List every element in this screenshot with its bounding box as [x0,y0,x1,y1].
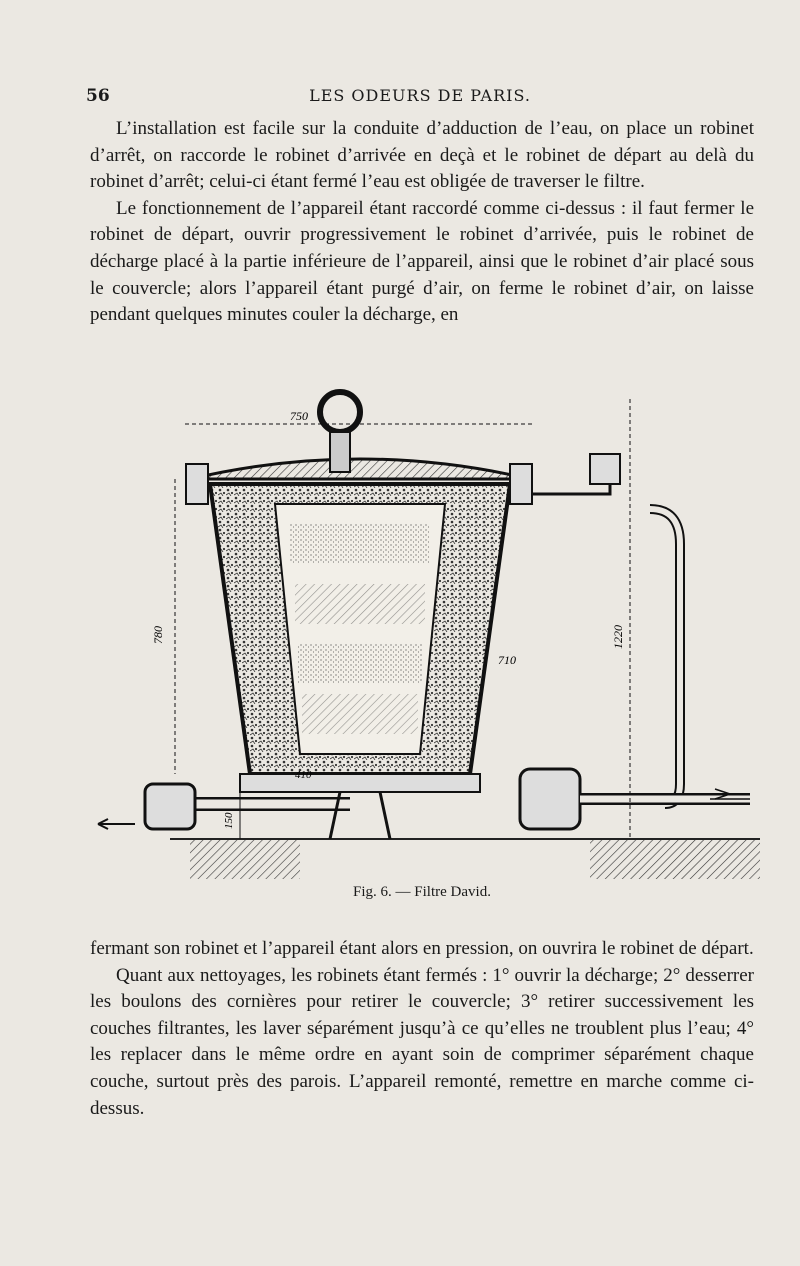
page-header [86,86,754,110]
dimension-base: 150 [223,812,235,829]
dimension-bottom: 410 [295,769,312,781]
body-text-bottom [90,936,754,1122]
body-text-top [90,116,754,329]
dimension-top: 750 [290,409,308,423]
dimension-left: 780 [151,626,165,644]
paragraph-fonctionnement: Le fonctionnement de l’appareil étant raccordé comme ci-dessus : il faut fermer le robinet de départ, ouvrir progressivement le robinet d’arrivée, puis le robinet de décharge placé à la partie inférieure de l’appareil, ainsi que le robinet d’air placé sous le couvercle; alors l’appareil étant purgé d’air, on ferme le robinet d’air, on laisse pendant quelques minutes couler la décharge, en [90,197,754,326]
paragraph-installation: L’installation est facile sur la conduite d’adduction de l’eau, on place un robinet d’arrêt, on raccorde le robinet d’arrivée en deçà et le robinet de départ au delà du robinet d’arrêt; celui-ci étant fermé l’eau est obligée de traverser le filtre. [90,118,754,193]
running-title: LES ODEURS DE PARIS. [309,86,531,105]
drain-valve [520,769,580,829]
air-valve [590,454,620,484]
filter-lid [190,459,530,479]
dimension-mid: 710 [498,653,516,667]
figure-caption: Fig. 6. — Filtre David. [353,884,491,900]
filter-illustration [90,384,770,884]
paragraph-continuation: fermant son robinet et l’appareil étant alors en pression, on ouvrira le robinet de départ. [90,938,754,959]
paragraph-nettoyages: Quant aux nettoyages, les robinets étant fermés : 1° ouvrir la décharge; 2° desserrer les boulons des cornières pour retirer le couvercle; 3° retirer successivement les couches filtrantes, les laver séparément jusqu’à ce qu’elles ne troublent plus l’eau; 4° les replacer dans le même ordre en ayant soin de comprimer séparément chaque couche, surtout près des parois. L’appareil remonté, remettre en marche comme ci-dessus. [90,964,754,1119]
filter-diagram [90,384,770,904]
ground-right [590,839,760,879]
ground-left [190,839,300,879]
lifting-ring [320,392,360,432]
dimension-right: 1220 [611,625,625,649]
page-number: 56 [86,86,110,106]
inlet-valve [145,784,195,829]
outlet-pipe [650,509,680,804]
